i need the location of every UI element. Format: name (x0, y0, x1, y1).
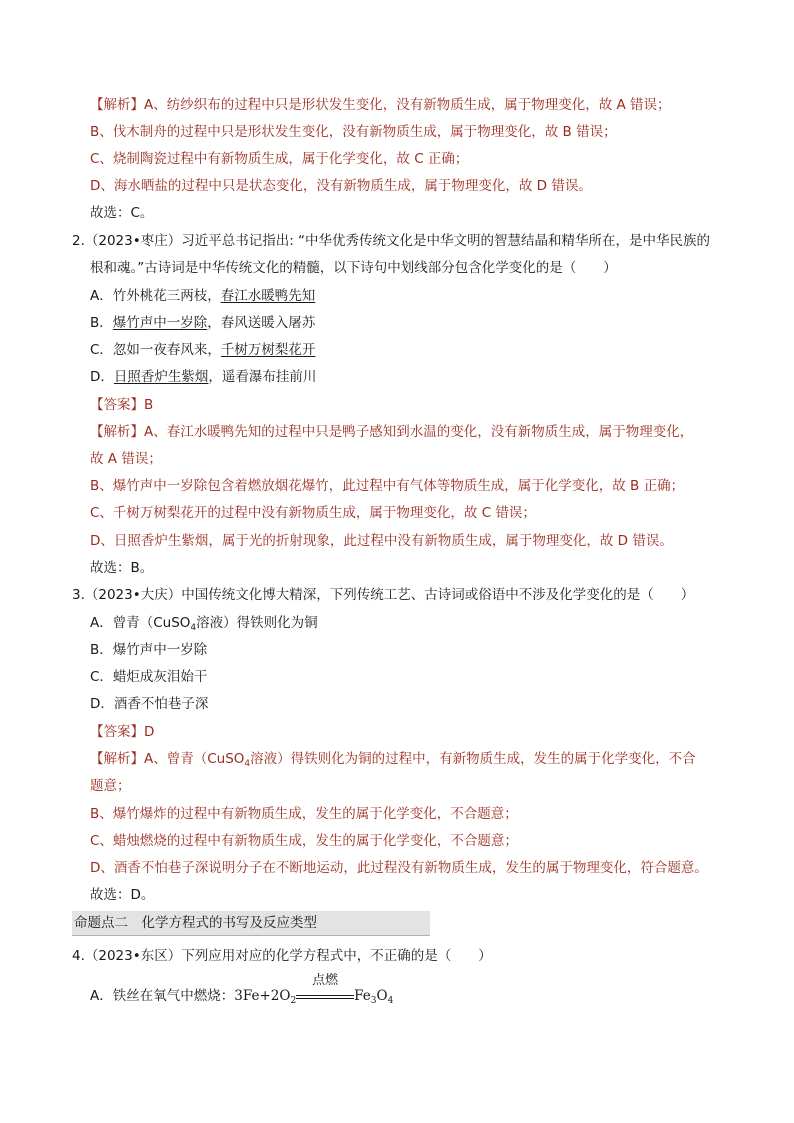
subscript: 4 (190, 623, 197, 633)
option-text: B． (90, 315, 113, 331)
q2-analysis-d: D、日照香炉生紫烟，属于光的折射现象，此过程中没有新物质生成，属于物理变化，故 D 错误。 (90, 533, 673, 549)
q1-analysis-b: B、伐木制舟的过程中只是形状发生变化，没有新物质生成，属于物理变化，故 B 错误； (90, 124, 617, 140)
option-text: A．铁丝在氧气中燃烧： (90, 988, 235, 1004)
subscript: 4 (387, 996, 394, 1006)
q2-stem-line2: 根和魂。”古诗词是中华传统文化的精髓，以下诗句中划线部分包含化学变化的是（ ） (90, 260, 617, 276)
underlined-text: 日照香炉生紫烟 (113, 369, 209, 385)
q3-analysis-c: C、蜡烛燃烧的过程中有新物质生成，发生的属于化学变化，不合题意； (90, 833, 518, 849)
underlined-text: 爆竹声中一岁除 (112, 315, 208, 331)
q2-option-c (90, 340, 315, 360)
analysis-tag: 【解析】 (90, 424, 144, 440)
q2-option-b (90, 313, 315, 333)
answer-tag: 【答案】 (90, 397, 144, 413)
q3-option-a (90, 613, 318, 638)
q3-conclusion: 故选：D。 (90, 887, 155, 903)
q3-option-b: B．爆竹声中一岁除 (90, 642, 208, 658)
q2-analysis-a1 (90, 422, 693, 442)
product: Fe (354, 988, 371, 1004)
q3-analysis-a2: 题意； (90, 778, 131, 794)
q2-analysis-b: B、爆竹声中一岁除包含着燃放烟花爆竹，此过程中有气体等物质生成，属于化学变化，故 B 正确； (90, 478, 685, 494)
q3-analysis-d: D、酒香不怕巷子深说明分子在不断地运动，此过程没有新物质生成，发生的属于物理变化，符合题意。 (90, 860, 708, 876)
q3-analysis-a1 (90, 749, 696, 774)
q4-option-a (90, 973, 394, 1011)
q2-stem-line1: 2.（2023•枣庄）习近平总书记指出: “中华优秀传统文化是中华文明的智慧结晶和精华所在，是中华民族的 (72, 233, 711, 249)
reaction-condition: 点燃 (312, 973, 339, 988)
reaction-arrow (296, 973, 354, 1006)
q3-option-c: C．蜡炬成灰泪始干 (90, 669, 208, 685)
q4-stem: 4.（2023•东区）下列应用对应的化学方程式中，不正确的是（ ） (72, 948, 492, 964)
product: O (376, 988, 388, 1004)
option-text: A．竹外桃花三两枝， (90, 288, 221, 304)
q1-analysis-d: D、海水晒盐的过程中只是状态变化，没有新物质生成，属于物理变化，故 D 错误。 (90, 178, 592, 194)
q2-analysis-a2: 故 A 错误； (90, 451, 162, 467)
section-title: 命题点二 化学方程式的书写及反应类型 (74, 915, 317, 931)
q2-option-a (90, 286, 315, 306)
q2-option-d (90, 367, 316, 387)
subscript: 3 (370, 996, 377, 1006)
q2-conclusion: 故选：B。 (90, 560, 154, 576)
subscript: 2 (290, 996, 297, 1006)
q3-analysis-b: B、爆竹爆炸的过程中有新物质生成，发生的属于化学变化，不合题意； (90, 806, 518, 822)
option-text: ，春风送暖入屠苏 (207, 315, 316, 331)
option-text: 溶液）得铁则化为铜 (196, 615, 318, 631)
subscript: 4 (244, 759, 251, 769)
reactants: 3Fe+2O (234, 988, 291, 1004)
option-text: A．曾青（CuSO (90, 615, 191, 631)
analysis-text: A、曾青（CuSO (144, 751, 245, 767)
q3-stem: 3.（2023•大庆）中国传统文化博大精深，下列传统工艺、古诗词或俗语中不涉及化学变化的是（ ） (72, 587, 695, 603)
underlined-text: 千树万树梨花开 (220, 342, 316, 358)
q3-answer (90, 722, 154, 742)
section-header (72, 911, 430, 936)
q1-analysis-a (90, 95, 671, 115)
option-text: C．忽如一夜春风来， (90, 342, 221, 358)
analysis-text: A、纺纱织布的过程中只是形状发生变化，没有新物质生成，属于物理变化，故 A 错误； (144, 97, 671, 113)
analysis-tag: 【解析】 (90, 97, 144, 113)
q3-option-d: D．酒香不怕巷子深 (90, 696, 209, 712)
answer-tag: 【答案】 (90, 724, 144, 740)
chemical-equation (234, 973, 394, 1006)
q2-answer (90, 395, 153, 415)
answer-value: B (144, 397, 154, 413)
q2-analysis-c: C、千树万树梨花开的过程中没有新物质生成，属于物理变化，故 C 错误； (90, 505, 536, 521)
option-text: ，遥看瀑布挂前川 (208, 369, 317, 385)
analysis-text: 溶液）得铁则化为铜的过程中，有新物质生成，发生的属于化学变化，不合 (250, 751, 696, 767)
q1-analysis-c: C、烧制陶瓷过程中有新物质生成，属于化学变化，故 C 正确； (90, 151, 469, 167)
analysis-text: A、春江水暖鸭先知的过程中只是鸭子感知到水温的变化，没有新物质生成，属于物理变化， (144, 424, 694, 440)
q1-conclusion: 故选：C。 (90, 205, 154, 221)
answer-value: D (144, 724, 155, 740)
option-text: D． (90, 369, 114, 385)
analysis-tag: 【解析】 (90, 751, 144, 767)
underlined-text: 春江水暖鸭先知 (220, 288, 316, 304)
